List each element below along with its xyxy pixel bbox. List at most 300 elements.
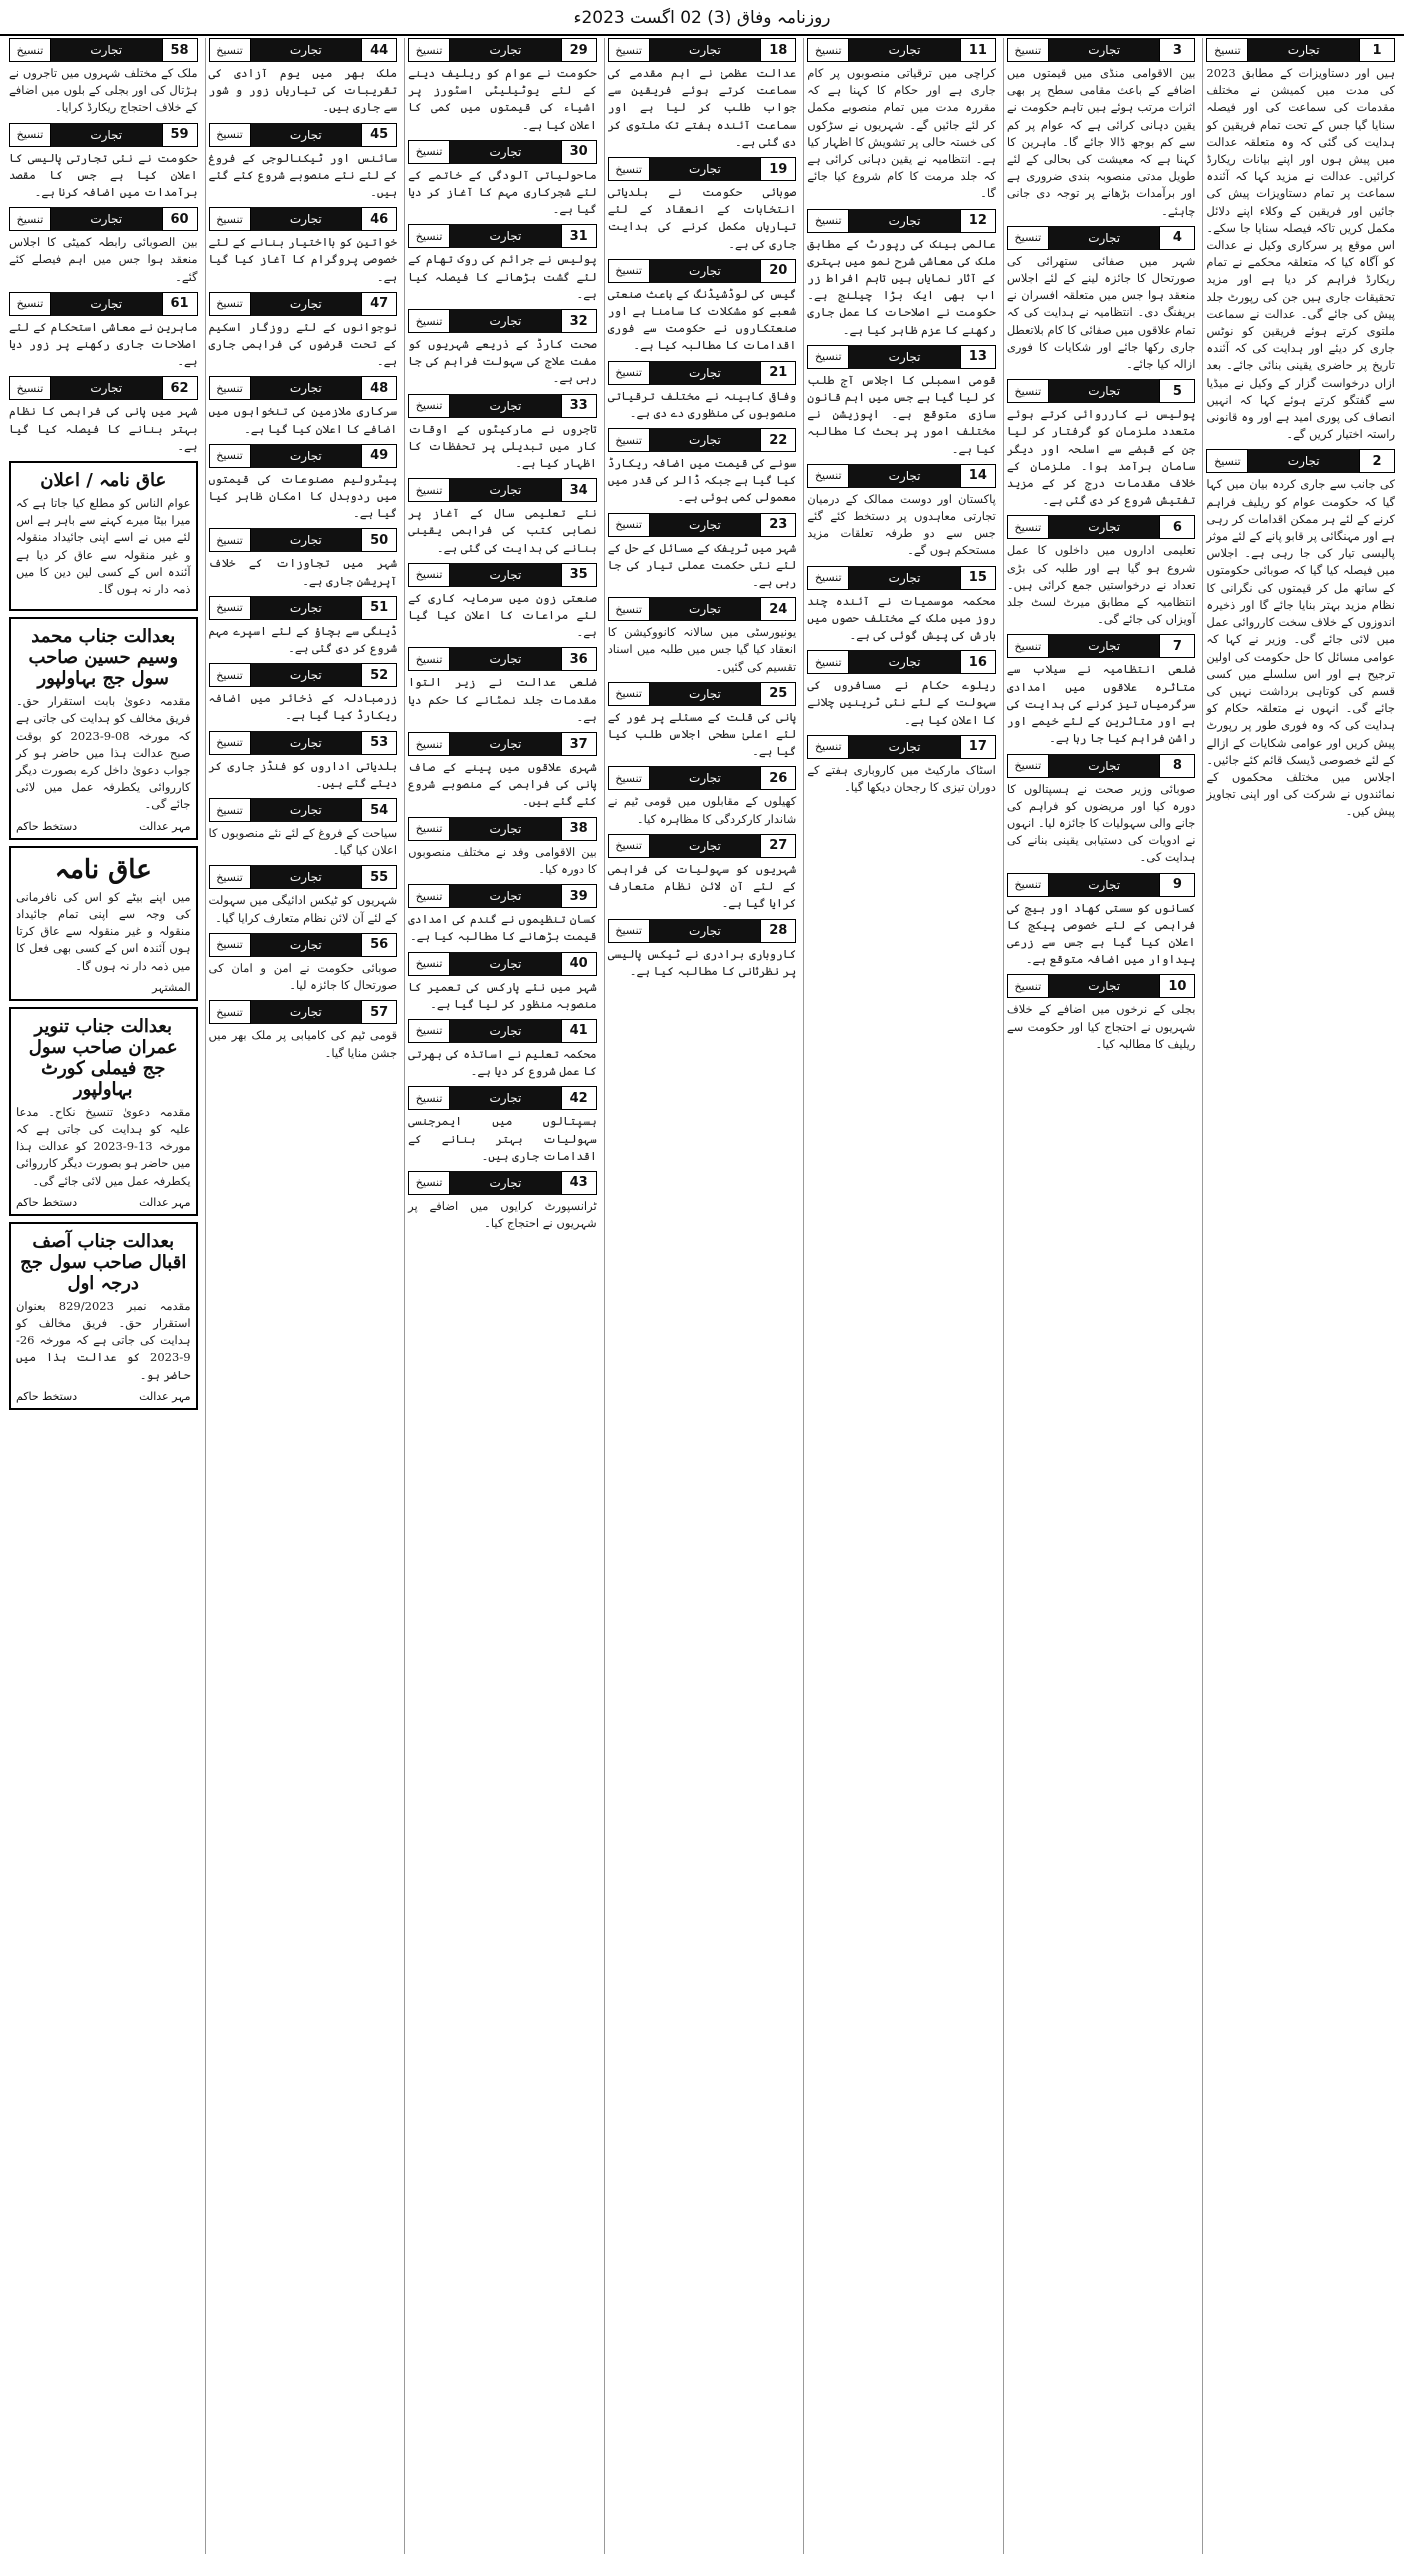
notice-header	[608, 428, 797, 452]
notice-text: نئے تعلیمی سال کے آغاز پر نصابی کتب کی فراہمی یقینی بنانے کی ہدایت کی گئی ہے۔	[408, 506, 597, 555]
notice-header	[408, 1171, 597, 1195]
notice-heading: تجارت	[251, 123, 362, 147]
signature-left: دستخط حاکم	[15, 819, 78, 833]
notice-text: پانی کی قلت کے مسئلے پر غور کے لئے اعلیٰ سطحی اجلاس طلب کیا گیا ہے۔	[607, 709, 797, 759]
notice-label: تنسیخ	[209, 528, 251, 552]
notice-label: تنسیخ	[408, 817, 450, 841]
notice-header	[608, 259, 797, 283]
notice-number: 5	[1159, 379, 1195, 403]
notice-text: ملک بھر میں یوم آزادی کی تقریبات کی تیاریاں زور و شور سے جاری ہیں۔	[208, 66, 398, 115]
notice-text: شہر میں تجاوزات کے خلاف آپریشن جاری ہے۔	[208, 556, 398, 588]
notice-label: تنسیخ	[209, 376, 251, 400]
notice-header	[807, 566, 996, 590]
notice-number: 51	[361, 596, 397, 620]
notice-number: 37	[561, 732, 597, 756]
notice-text: قومی ٹیم کی کامیابی پر ملک بھر میں جشن منایا گیا۔	[208, 1028, 398, 1060]
notice-item	[608, 38, 797, 151]
notice-label: تنسیخ	[408, 884, 450, 908]
notice-header	[1007, 754, 1196, 778]
notice-label: تنسیخ	[408, 478, 450, 502]
notice-number: 46	[361, 207, 397, 231]
notice-label: تنسیخ	[807, 566, 849, 590]
notice-item	[9, 292, 198, 371]
notice-number: 54	[361, 798, 397, 822]
notice-label: تنسیخ	[209, 444, 251, 468]
notice-heading: تجارت	[650, 428, 761, 452]
notice-item	[209, 596, 398, 657]
notice-header	[209, 376, 398, 400]
notice-text: ضلعی عدالت نے زیر التوا مقدمات جلد نمٹانے کا حکم دیا ہے۔	[408, 675, 597, 724]
notice-item	[408, 1019, 597, 1080]
notice-item	[408, 817, 597, 878]
notice-header	[408, 817, 597, 841]
notice-item	[1007, 515, 1196, 628]
notice-header	[9, 292, 198, 316]
notice-header	[408, 1086, 597, 1110]
notice-header	[408, 952, 597, 976]
notice-text: وفاقی کابینہ نے مختلف ترقیاتی منصوبوں کی منظوری دے دی ہے۔	[607, 388, 797, 420]
notice-number: 50	[361, 528, 397, 552]
notice-item	[209, 444, 398, 523]
notice-header	[608, 361, 797, 385]
notice-label: تنسیخ	[209, 798, 251, 822]
notice-label: تنسیخ	[209, 292, 251, 316]
notice-heading: تجارت	[650, 513, 761, 537]
notice-item	[408, 952, 597, 1013]
notice-heading: تجارت	[1049, 226, 1160, 250]
notice-item	[408, 309, 597, 388]
notice-header	[408, 647, 597, 671]
notice-number: 3	[1159, 38, 1195, 62]
court-notice-signature	[16, 820, 191, 833]
notice-item	[608, 259, 797, 355]
notice-item	[209, 798, 398, 859]
notice-text: محکمہ تعلیم نے اساتذہ کی بھرتی کا عمل شروع کر دیا ہے۔	[408, 1046, 597, 1079]
notice-text: شہر میں نئے پارکس کی تعمیر کا منصوبہ منظور کر لیا گیا ہے۔	[408, 979, 597, 1011]
court-notice	[9, 1007, 198, 1216]
notice-heading: تجارت	[251, 663, 362, 687]
notice-label: تنسیخ	[807, 735, 849, 759]
notice-label: تنسیخ	[209, 731, 251, 755]
notice-text: ہسپتالوں میں ایمرجنسی سہولیات بہتر بنانے کے اقدامات جاری ہیں۔	[408, 1114, 597, 1163]
notice-label: تنسیخ	[608, 259, 650, 283]
notice-item	[408, 140, 597, 219]
notice-item	[9, 38, 198, 117]
notice-heading: تجارت	[51, 207, 162, 231]
court-notice-body: مقدمہ نمبر 829/2023 بعنوان استقرار حق۔ فریق مخالف کو ہدایت کی جاتی ہے کہ مورخہ 26-9-2023 کو عدالت ہذا میں حاضر ہو۔	[15, 1298, 191, 1382]
notice-number: 29	[561, 38, 597, 62]
column-7	[6, 38, 201, 2554]
notice-label: تنسیخ	[608, 919, 650, 943]
notice-header	[807, 209, 996, 233]
notice-text: پولیس نے جرائم کی روک تھام کے لئے گشت بڑھانے کا فیصلہ کیا ہے۔	[408, 252, 597, 301]
notice-text: عالمی بینک کی رپورٹ کے مطابق ملک کی معاشی شرح نمو میں بہتری کے آثار نمایاں ہیں تاہم افراط زر اب بھی ایک بڑا چیلنج ہے۔ حکومت نے اصلاحات کا عمل جاری رکھنے کا عزم ظاہر کیا ہے۔	[807, 236, 996, 337]
notice-heading: تجارت	[251, 292, 362, 316]
court-notice	[9, 1222, 198, 1410]
notice-label: تنسیخ	[408, 140, 450, 164]
notice-number: 7	[1159, 634, 1195, 658]
notice-number: 31	[561, 224, 597, 248]
notice-item	[209, 528, 398, 589]
notice-heading: تجارت	[51, 292, 162, 316]
masthead: روزنامہ وفاق (3) 02 اگست 2023ء	[0, 0, 1404, 36]
notice-text: محکمہ موسمیات نے آئندہ چند روز میں ملک کے مختلف حصوں میں بارش کی پیش گوئی کی ہے۔	[807, 593, 996, 643]
notice-text: ماحولیاتی آلودگی کے خاتمے کے لئے شجرکاری مہم کا آغاز کر دیا گیا ہے۔	[408, 167, 597, 217]
notice-text: پاکستان اور دوست ممالک کے درمیان تجارتی معاہدوں پر دستخط کئے گئے جس سے دو طرفہ تعلقات مزید مستحکم ہوں گے۔	[807, 491, 996, 558]
notice-number: 28	[760, 919, 796, 943]
notice-label: تنسیخ	[209, 38, 251, 62]
notice-number: 18	[760, 38, 796, 62]
notice-heading: تجارت	[650, 38, 761, 62]
notice-item	[608, 361, 797, 422]
notice-number: 41	[561, 1019, 597, 1043]
notice-heading: تجارت	[450, 38, 561, 62]
notice-label: تنسیخ	[408, 224, 450, 248]
notice-number: 47	[361, 292, 397, 316]
notice-item	[608, 919, 797, 980]
notice-item	[209, 731, 398, 792]
notice-item	[209, 865, 398, 926]
notice-text: صوبائی حکومت نے بلدیاتی انتخابات کے انعقاد کے لئے تیاریاں مکمل کرنے کی ہدایت جاری کی ہے۔	[607, 185, 797, 251]
notice-label: تنسیخ	[209, 123, 251, 147]
notice-heading: تجارت	[251, 207, 362, 231]
notice-heading: تجارت	[450, 478, 561, 502]
notice-label: تنسیخ	[1007, 974, 1049, 998]
notice-header	[807, 650, 996, 674]
notice-header	[608, 919, 797, 943]
notice-header	[408, 1019, 597, 1043]
notice-label: تنسیخ	[408, 647, 450, 671]
notice-label: تنسیخ	[1007, 873, 1049, 897]
court-notice	[9, 617, 198, 839]
notice-label: تنسیخ	[608, 513, 650, 537]
notice-heading: تجارت	[1049, 754, 1160, 778]
notice-label: تنسیخ	[1007, 754, 1049, 778]
notice-text: حکومت نے نئی تجارتی پالیسی کا اعلان کیا ہے جس کا مقصد برآمدات میں اضافہ کرنا ہے۔	[8, 150, 198, 200]
notice-number: 62	[162, 376, 198, 400]
notice-header	[209, 596, 398, 620]
notice-text: کھیلوں کے مقابلوں میں قومی ٹیم نے شاندار کارکردگی کا مظاہرہ کیا۔	[607, 794, 797, 826]
notice-item	[408, 884, 597, 945]
notice-heading: تجارت	[650, 597, 761, 621]
notice-number: 52	[361, 663, 397, 687]
notice-header	[807, 38, 996, 62]
notice-header	[608, 834, 797, 858]
notice-heading: تجارت	[650, 157, 761, 181]
notice-header	[1007, 634, 1196, 658]
notice-text: بین الاقوامی وفد نے مختلف منصوبوں کا دورہ کیا۔	[408, 844, 597, 876]
notice-text: سرکاری ملازمین کی تنخواہوں میں اضافے کا اعلان کیا گیا ہے۔	[208, 404, 398, 436]
notice-heading: تجارت	[251, 798, 362, 822]
notice-header	[1007, 873, 1196, 897]
notice-number: 26	[760, 766, 796, 790]
notice-header	[807, 345, 996, 369]
notice-header	[9, 207, 198, 231]
notice-number: 19	[760, 157, 796, 181]
notice-label: تنسیخ	[608, 597, 650, 621]
notice-item	[1007, 754, 1196, 867]
notice-item	[209, 663, 398, 724]
notice-number: 10	[1159, 974, 1195, 998]
court-notice-signature	[16, 1196, 191, 1209]
notice-item	[807, 38, 996, 203]
court-notice-title: بعدالت جناب تنویر عمران صاحب سول جج فیملی کورٹ بہاولپور	[28, 1015, 178, 1100]
signature-right: مہر عدالت	[139, 1389, 191, 1403]
notice-text: پولیس نے کارروائی کرتے ہوئے متعدد ملزمان کو گرفتار کر لیا جن کے قبضے سے اسلحہ اور دیگر سامان برآمد ہوا۔ ملزمان کے خلاف مقدمات درج کر کے مزید تفتیش شروع کر دی گئی ہے۔	[1006, 407, 1196, 508]
signature-right: مہر عدالت	[139, 819, 191, 833]
notice-label: تنسیخ	[1206, 449, 1248, 473]
notice-header	[209, 933, 398, 957]
court-notice-title: بعدالت جناب آصف اقبال صاحب سول جج درجہ اول	[20, 1230, 187, 1294]
notice-label: تنسیخ	[9, 38, 51, 62]
notice-text: تاجروں نے مارکیٹوں کے اوقات کار میں تبدیلی پر تحفظات کا اظہار کیا ہے۔	[408, 421, 597, 471]
notice-item	[209, 376, 398, 437]
notice-number: 11	[960, 38, 996, 62]
notice-header	[209, 663, 398, 687]
notice-item	[9, 123, 198, 202]
notice-item	[408, 732, 597, 811]
notice-heading: تجارت	[1049, 379, 1160, 403]
notice-item	[608, 834, 797, 913]
notice-heading: تجارت	[450, 563, 561, 587]
signature-right: مہر عدالت	[139, 1195, 191, 1209]
notice-text: زرمبادلہ کے ذخائر میں اضافہ ریکارڈ کیا گیا ہے۔	[208, 691, 398, 723]
notice-label: تنسیخ	[807, 209, 849, 233]
notice-label: تنسیخ	[608, 834, 650, 858]
notice-heading: تجارت	[650, 766, 761, 790]
notice-heading: تجارت	[450, 309, 561, 333]
court-notice-title: عاق نامہ / اعلان	[40, 470, 167, 492]
notice-heading: تجارت	[849, 345, 960, 369]
notice-text: کی جانب سے جاری کردہ بیان میں کہا گیا کہ حکومت عوام کو ریلیف فراہم کرنے کے لئے ہر ممکن اقدامات کر رہی ہے اور مہنگائی پر قابو پانے کے لئے موثر پالیسی تیار کی جا رہی ہے۔ اجلاس میں فیصلہ کیا گیا کہ صوبائی حکومتوں کے ساتھ مل کر قیمتوں کی نگرانی کا نظام مزید بہتر بنایا جائے گا اور ذخیرہ اندوزوں کے خلاف سخت کارروائی عمل میں لائی جائے گی۔ وزیر نے کہا کہ عوامی مسائل کا حل حکومت کی اولین ترجیح ہے اور اس سلسلے میں کسی قسم کی کوتاہی برداشت نہیں کی جائے گی۔ انہوں نے متعلقہ حکام کو ہدایت کی کہ وہ فوری طور پر رپورٹ پیش کریں اور عوامی شکایات کے ازالے کے لئے خصوصی ڈیسک قائم کئے جائیں۔ اجلاس میں مختلف محکموں کے نمائندوں نے شرکت کی اور اپنی تجاویز پیش کیں۔	[1206, 477, 1395, 819]
notice-header	[1007, 379, 1196, 403]
notice-header	[608, 766, 797, 790]
notice-number: 24	[760, 597, 796, 621]
notice-heading: تجارت	[450, 224, 561, 248]
notice-label: تنسیخ	[807, 38, 849, 62]
notice-label: تنسیخ	[807, 464, 849, 488]
notice-header	[608, 157, 797, 181]
newspaper-page	[6, 38, 1398, 2554]
notice-item	[1206, 38, 1395, 443]
notice-text: صحت کارڈ کے ذریعے شہریوں کو مفت علاج کی سہولت فراہم کی جا رہی ہے۔	[408, 337, 597, 386]
notice-number: 4	[1159, 226, 1195, 250]
notice-heading: تجارت	[450, 140, 561, 164]
notice-number: 14	[960, 464, 996, 488]
notice-item	[209, 207, 398, 286]
notice-number: 45	[361, 123, 397, 147]
notice-heading: تجارت	[650, 259, 761, 283]
notice-header	[408, 224, 597, 248]
notice-text: کاروباری برادری نے ٹیکس پالیسی پر نظرثانی کا مطالبہ کیا ہے۔	[607, 946, 797, 978]
notice-item	[807, 209, 996, 339]
notice-text: تعلیمی اداروں میں داخلوں کا عمل شروع ہو گیا ہے اور طلبہ کی بڑی تعداد نے درخواستیں جمع کرائی ہیں۔ انتظامیہ کے مطابق میرٹ لسٹ جلد آویزاں کی جائے گی۔	[1006, 543, 1196, 627]
notice-item	[408, 1086, 597, 1165]
signature-right: المشتہر	[152, 980, 191, 994]
notice-header	[209, 123, 398, 147]
column-2	[1003, 38, 1199, 2554]
notice-header	[1206, 449, 1395, 473]
notice-label: تنسیخ	[209, 596, 251, 620]
notice-number: 36	[561, 647, 597, 671]
notice-item	[9, 376, 198, 455]
notice-text: بجلی کے نرخوں میں اضافے کے خلاف شہریوں نے احتجاج کیا اور حکومت سے ریلیف کا مطالبہ کیا۔	[1006, 1002, 1196, 1051]
notice-number: 61	[162, 292, 198, 316]
notice-heading: تجارت	[450, 647, 561, 671]
notice-label: تنسیخ	[807, 650, 849, 674]
notice-heading: تجارت	[1049, 634, 1160, 658]
notice-text: شہر میں پانی کی فراہمی کا نظام بہتر بنانے کا فیصلہ کیا گیا ہے۔	[8, 404, 198, 453]
court-notice	[9, 846, 198, 1001]
notice-item	[209, 38, 398, 117]
notice-heading: تجارت	[251, 596, 362, 620]
notice-number: 59	[162, 123, 198, 147]
notice-number: 44	[361, 38, 397, 62]
notice-heading: تجارت	[849, 566, 960, 590]
notice-heading: تجارت	[1049, 515, 1160, 539]
notice-text: صوبائی حکومت نے امن و امان کی صورتحال کا جائزہ لیا۔	[208, 960, 398, 993]
notice-heading: تجارت	[849, 38, 960, 62]
notice-number: 8	[1159, 754, 1195, 778]
notice-item	[408, 563, 597, 642]
notice-item	[807, 650, 996, 729]
notice-heading: تجارت	[251, 528, 362, 552]
notice-header	[209, 292, 398, 316]
notice-heading: تجارت	[251, 1000, 362, 1024]
notice-item	[209, 1000, 398, 1061]
notice-text: سیاحت کے فروغ کے لئے نئے منصوبوں کا اعلان کیا گیا۔	[208, 826, 398, 858]
notice-label: تنسیخ	[9, 207, 51, 231]
notice-item	[1007, 974, 1196, 1053]
notice-item	[9, 207, 198, 286]
notice-label: تنسیخ	[608, 157, 650, 181]
notice-heading: تجارت	[1049, 974, 1160, 998]
notice-item	[807, 464, 996, 560]
notice-number: 15	[960, 566, 996, 590]
notice-heading: تجارت	[650, 919, 761, 943]
notice-text: صنعتی زون میں سرمایہ کاری کے لئے مراعات کا اعلان کیا گیا ہے۔	[408, 590, 597, 640]
court-notice-body: مقدمہ دعویٰ تنسیخ نکاح۔ مدعا علیہ کو ہدایت کی جاتی ہے کہ مورخہ 13-9-2023 کو عدالت ہذا میں حاضر ہو بصورت دیگر کارروائی یکطرفہ عمل میں لائی جائے گی۔	[15, 1104, 191, 1188]
notice-heading: تجارت	[450, 817, 561, 841]
notice-header	[209, 731, 398, 755]
notice-item	[807, 566, 996, 645]
notice-item	[209, 292, 398, 371]
notice-label: تنسیخ	[608, 766, 650, 790]
notice-text: شہریوں کو سہولیات کی فراہمی کے لئے آن لائن نظام متعارف کرایا گیا ہے۔	[607, 861, 797, 911]
court-notice-title: بعدالت جناب محمد وسیم حسین صاحب سول جج بہاولپور	[28, 626, 179, 690]
notice-number: 16	[960, 650, 996, 674]
notice-text: سائنس اور ٹیکنالوجی کے فروغ کے لئے نئے منصوبے شروع کئے گئے ہیں۔	[208, 150, 398, 200]
notice-item	[608, 157, 797, 253]
notice-header	[807, 464, 996, 488]
notice-number: 17	[960, 735, 996, 759]
notice-number: 2	[1359, 449, 1395, 473]
column-1	[1202, 38, 1398, 2554]
signature-left: دستخط حاکم	[15, 1389, 78, 1403]
notice-heading: تجارت	[1049, 38, 1160, 62]
notice-label: تنسیخ	[1007, 38, 1049, 62]
notice-text: ڈینگی سے بچاؤ کے لئے اسپرے مہم شروع کر دی گئی ہے۔	[208, 623, 398, 656]
notice-heading: تجارت	[450, 732, 561, 756]
notice-label: تنسیخ	[1007, 515, 1049, 539]
notice-number: 48	[361, 376, 397, 400]
notice-item	[408, 394, 597, 473]
notice-item	[608, 597, 797, 676]
notice-label: تنسیخ	[807, 345, 849, 369]
notice-text: پیٹرولیم مصنوعات کی قیمتوں میں ردوبدل کا امکان ظاہر کیا گیا ہے۔	[208, 471, 398, 521]
notice-item	[807, 345, 996, 458]
notice-text: ملک کے مختلف شہروں میں تاجروں نے ہڑتال کی اور بجلی کے بلوں میں اضافے کے خلاف احتجاج ریکارڈ کرایا۔	[8, 66, 198, 115]
notice-label: تنسیخ	[408, 1086, 450, 1110]
notice-number: 13	[960, 345, 996, 369]
notice-number: 43	[561, 1171, 597, 1195]
notice-text: بین الاقوامی منڈی میں قیمتوں میں اضافے کے باعث مقامی سطح پر بھی اثرات مرتب ہوئے ہیں تاہم حکومت نے یقین دہانی کرائی ہے کہ عوام پر کم سے کم بوجھ ڈالا جائے گا۔ ماہرین کا کہنا ہے کہ معیشت کی بحالی کے لئے طویل مدتی منصوبہ بندی ضروری ہے اور برآمدات بڑھانے پر توجہ دی جانی چاہئے۔	[1006, 66, 1196, 218]
signature-left: دستخط حاکم	[15, 1195, 78, 1209]
notice-label: تنسیخ	[408, 394, 450, 418]
notice-number: 42	[561, 1086, 597, 1110]
notice-item	[608, 428, 797, 507]
notice-heading: تجارت	[251, 865, 362, 889]
notice-item	[209, 933, 398, 994]
notice-text: خواتین کو بااختیار بنانے کے لئے خصوصی پروگرام کا آغاز کیا گیا ہے۔	[208, 235, 398, 284]
court-notice-body: عوام الناس کو مطلع کیا جاتا ہے کہ میرا بیٹا میرے کہنے سے باہر ہے اس لئے میں نے اسے اپنی جائیداد منقولہ و غیر منقولہ سے عاق کر دیا ہے آئندہ اس کے کسی لین دین کا میں ذمہ دار نہ ہوں گا۔	[15, 496, 191, 597]
notice-heading: تجارت	[1248, 449, 1359, 473]
notice-label: تنسیخ	[209, 933, 251, 957]
notice-label: تنسیخ	[209, 865, 251, 889]
notice-heading: تجارت	[251, 731, 362, 755]
notice-header	[608, 682, 797, 706]
notice-text: عدالت عظمیٰ نے اہم مقدمے کی سماعت کرتے ہوئے فریقین سے جواب طلب کر لیا ہے اور سماعت آئندہ ہفتے تک ملتوی کر دی گئی ہے۔	[607, 66, 797, 149]
notice-text: بلدیاتی اداروں کو فنڈز جاری کر دیئے گئے ہیں۔	[208, 758, 398, 790]
notice-header	[1007, 38, 1196, 62]
notice-label: تنسیخ	[9, 376, 51, 400]
notice-number: 21	[760, 361, 796, 385]
notice-header	[608, 597, 797, 621]
notice-text: کسان تنظیموں نے گندم کی امدادی قیمت بڑھانے کا مطالبہ کیا ہے۔	[408, 912, 597, 944]
notice-text: صوبائی وزیر صحت نے ہسپتالوں کا دورہ کیا اور مریضوں کو فراہم کی جانے والی سہولیات کا جائزہ لیا۔ انہوں نے ادویات کی دستیابی یقینی بنانے کی ہدایت کی۔	[1006, 781, 1196, 865]
notice-number: 22	[760, 428, 796, 452]
notice-heading: تجارت	[650, 361, 761, 385]
notice-header	[408, 563, 597, 587]
notice-text: ہیں اور دستاویزات کے مطابق 2023 کی مدت میں کمیشن نے مختلف مقدمات کی سماعت کی اور فیصلہ سنایا گیا جس کے تحت تمام فریقین کو ہدایت کی گئی کہ وہ متعلقہ عدالت میں پیش ہوں اور اپنے بیانات ریکارڈ کرائیں۔ عدالت نے مزید کہا کہ آئندہ سماعت پر تمام دستاویزات پیش کی جائیں اور فریقین کے وکلاء اپنے دلائل مکمل کریں تاکہ فیصلہ سنایا جا سکے۔ اس موقع پر سرکاری وکیل نے عدالت کو آگاہ کیا کہ متعلقہ محکمے نے تمام ریکارڈ فراہم کر دیا ہے اور مزید تحقیقات جاری ہیں جن کی رپورٹ جلد پیش کی جائے گی۔ عدالت نے سماعت ملتوی کرتے ہوئے فریقین کو نوٹس جاری کر دیئے اور ہدایت کی کہ آئندہ تاریخ پر حاضری یقینی بنائی جائے۔ بعد ازاں درخواست گزار کے وکیل نے میڈیا سے گفتگو کرتے ہوئے کہا کہ انہیں انصاف کی پوری امید ہے اور وہ قانونی راستہ اختیار کریں گے۔	[1206, 66, 1395, 442]
notice-heading: تجارت	[450, 1019, 561, 1043]
notice-heading: تجارت	[450, 952, 561, 976]
notice-number: 53	[361, 731, 397, 755]
notice-item	[408, 38, 597, 134]
notice-header	[209, 528, 398, 552]
notice-text: شہر میں صفائی ستھرائی کی صورتحال کا جائزہ لینے کے لئے اجلاس منعقد ہوا جس میں متعلقہ افسران نے بریفنگ دی۔ انتظامیہ نے ہدایت کی کہ تمام علاقوں میں صفائی کا کام بلاتعطل جاری رکھا جائے اور شکایات کا فوری ازالہ کیا جائے۔	[1006, 253, 1196, 372]
notice-heading: تجارت	[251, 376, 362, 400]
notice-label: تنسیخ	[608, 361, 650, 385]
notice-text: شہریوں کو ٹیکس ادائیگی میں سہولت کے لئے آن لائن نظام متعارف کرایا گیا۔	[208, 893, 398, 925]
notice-label: تنسیخ	[408, 38, 450, 62]
notice-item	[807, 735, 996, 796]
notice-label: تنسیخ	[1007, 226, 1049, 250]
notice-number: 34	[561, 478, 597, 502]
notice-heading: تجارت	[251, 933, 362, 957]
court-notice	[9, 461, 198, 611]
notice-heading: تجارت	[51, 38, 162, 62]
notice-heading: تجارت	[849, 209, 960, 233]
notice-label: تنسیخ	[408, 952, 450, 976]
notice-item	[1206, 449, 1395, 820]
notice-heading: تجارت	[51, 376, 162, 400]
notice-text: ریلوے حکام نے مسافروں کی سہولت کے لئے نئی ٹرینیں چلانے کا اعلان کیا ہے۔	[807, 678, 996, 727]
column-6	[205, 38, 401, 2554]
notice-heading: تجارت	[1049, 873, 1160, 897]
notice-heading: تجارت	[849, 735, 960, 759]
notice-header	[1007, 515, 1196, 539]
